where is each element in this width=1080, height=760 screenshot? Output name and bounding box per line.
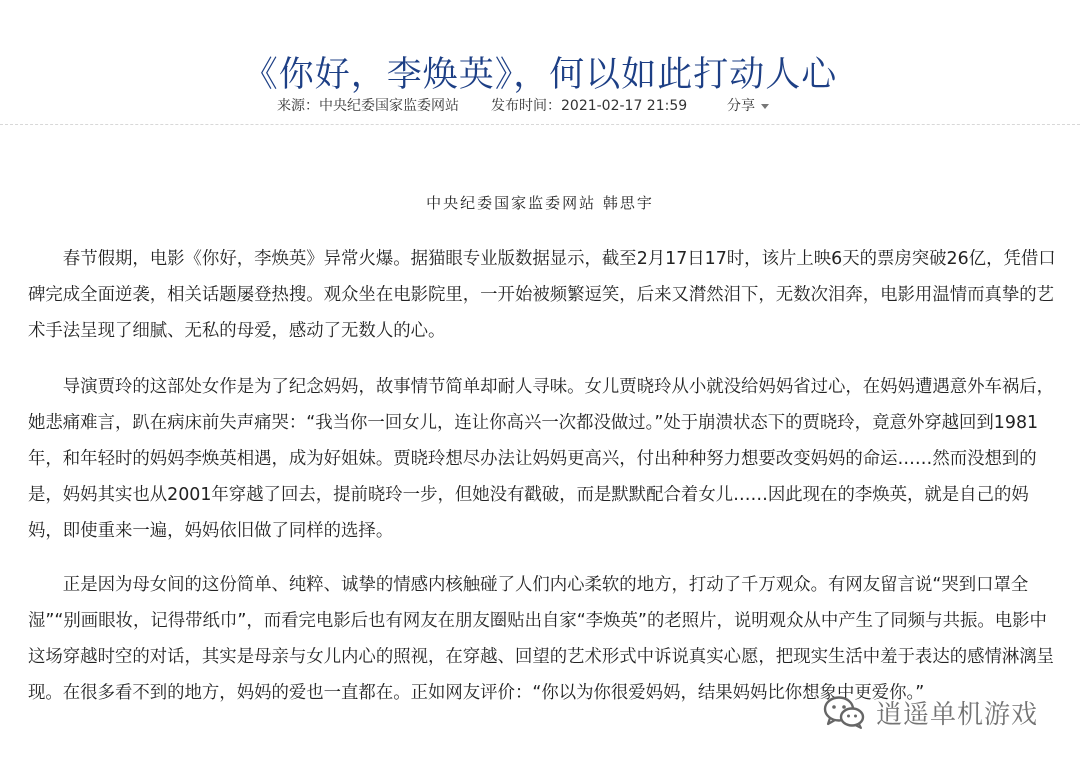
publish-time: 发布时间：2021-02-17 21:59: [491, 98, 688, 114]
paragraph-3: 正是因为母女间的这份简单、纯粹、诚挚的情感内核触碰了人们内心柔软的地方，打动了千万观众。有网友留言说“哭到口罩全湿”“别画眼妆，记得带纸巾”，而看完电影后也有网友在朋友圈贴出自家“李焕英”的老照片，说明观众从中产生了同频与共振。电影中这场穿越时空的对话，其实是母亲与女儿内心的照视，在穿越、回望的艺术形式中诉说真实心愿，把现实生活中羞于表达的感情淋漓呈现。在很多看不到的地方，妈妈的爱也一直都在。正如网友评价：“你以为你很爱妈妈，结果妈妈比你想象中更爱你。”: [28, 575, 1055, 703]
paragraph-2: 导演贾玲的这部处女作是为了纪念妈妈，故事情节简单却耐人寻味。女儿贾晓玲从小就没给妈妈省过心，在妈妈遭遇意外车祸后，她悲痛难言，趴在病床前失声痛哭：“我当你一回女儿，连让你高兴一次都没做过。”处于崩溃状态下的贾晓玲，竟意外穿越回到1981年，和年轻时的妈妈李焕英相遇，成为好姐妹。贾晓玲想尽办法让妈妈更高兴，付出种种努力想要改变妈妈的命运……然而没想到的是，妈妈其实也从2001年穿越了回去，提前晓玲一步，但她没有戳破，而是默默配合着女儿……因此现在的李焕英，就是自己的妈妈，即使重来一遍，妈妈依旧做了同样的选择。: [28, 377, 1055, 541]
watermark-text: 逍遥单机游戏: [876, 699, 1039, 730]
wechat-icon: [822, 694, 866, 730]
share-label: 分享: [727, 98, 755, 114]
paragraph-1: 春节假期，电影《你好，李焕英》异常火爆。据猫眼专业版数据显示，截至2月17日17时，该片上映6天的票房突破26亿，凭借口碑完成全面逆袭，相关话题屡登热搜。观众坐在电影院里，一开始被频繁逗笑，后来又潸然泪下，无数次泪奔，电影用温情而真挚的艺术手法呈现了细腻、无私的母爱，感动了无数人的心。: [28, 249, 1056, 341]
article-meta: [0, 95, 1080, 117]
article-title: 《你好，李焕英》，何以如此打动人心: [242, 55, 838, 96]
share-button[interactable]: [727, 95, 769, 115]
header-divider: [0, 124, 1080, 125]
source-label: 来源：中央纪委国家监委网站: [277, 98, 459, 114]
watermark: [822, 692, 1038, 732]
caret-down-icon: [761, 104, 769, 109]
byline: 中央纪委国家监委网站 韩思宇: [426, 194, 654, 212]
